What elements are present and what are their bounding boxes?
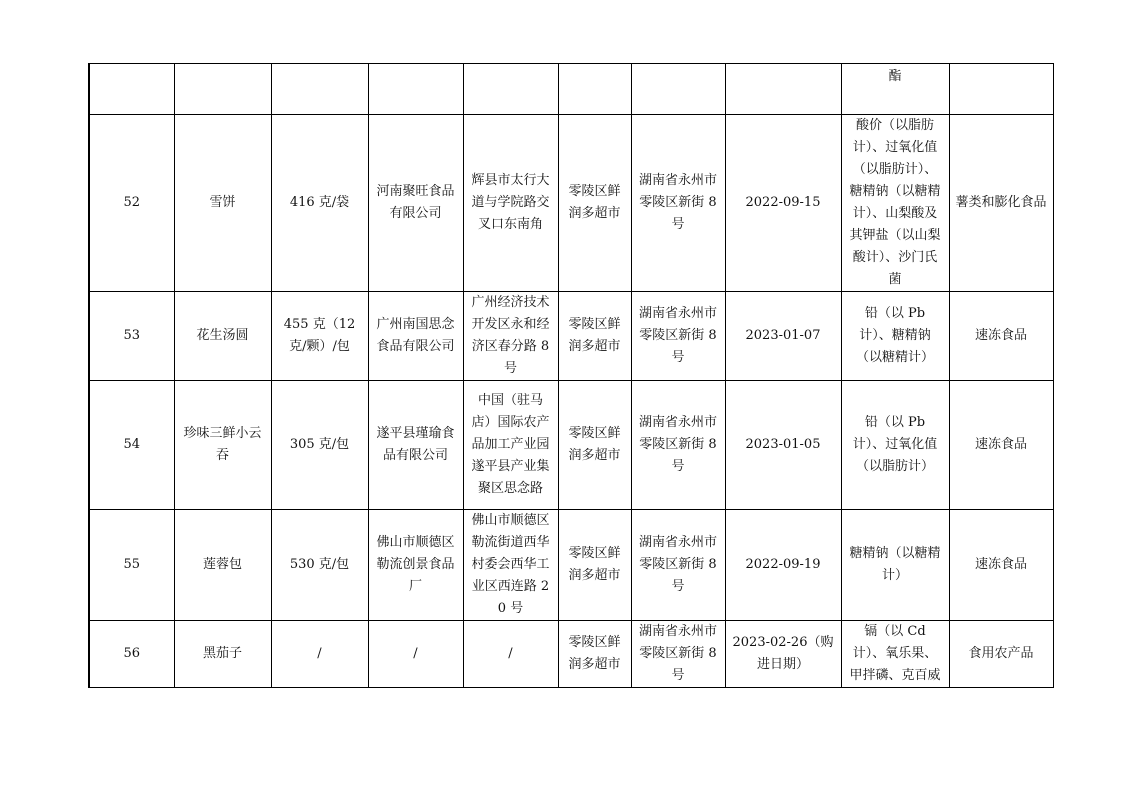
cell-seller-addr: 湖南省永州市零陵区新街 8 号 [631, 292, 725, 381]
cell-items: 酯 [841, 64, 949, 115]
cell-seller: 零陵区鲜润多超市 [558, 510, 631, 621]
cell-category: 速冻食品 [949, 292, 1053, 381]
cell-category: 食用农产品 [949, 621, 1053, 688]
cell-producer [368, 64, 463, 115]
cell-category: 速冻食品 [949, 510, 1053, 621]
sampling-results-table [88, 63, 1054, 688]
table-row [89, 621, 1053, 688]
cell-date [725, 64, 841, 115]
table-row [89, 64, 1053, 115]
cell-name: 黑茄子 [174, 621, 271, 688]
cell-spec: 416 克/袋 [271, 115, 368, 292]
cell-producer: 佛山市顺德区勒流创景食品厂 [368, 510, 463, 621]
cell-items: 铅（以 Pb 计）、过氧化值（以脂肪计） [841, 381, 949, 510]
cell-no: 53 [89, 292, 174, 381]
cell-producer: 遂平县瑾瑜食品有限公司 [368, 381, 463, 510]
cell-items: 酸价（以脂肪计）、过氧化值（以脂肪计）、糖精钠（以糖精计）、山梨酸及其钾盐（以山梨酸计）、沙门氏菌 [841, 115, 949, 292]
cell-items: 糖精钠（以糖精计） [841, 510, 949, 621]
cell-producer-addr: 中国（驻马店）国际农产品加工产业园遂平县产业集聚区思念路 [463, 381, 558, 510]
cell-seller: 零陵区鲜润多超市 [558, 381, 631, 510]
cell-seller-addr: 湖南省永州市零陵区新街 8 号 [631, 381, 725, 510]
table-row [89, 381, 1053, 510]
cell-spec: 530 克/包 [271, 510, 368, 621]
cell-producer-addr: 广州经济技术开发区永和经济区春分路 8 号 [463, 292, 558, 381]
cell-seller: 零陵区鲜润多超市 [558, 621, 631, 688]
cell-name: 雪饼 [174, 115, 271, 292]
cell-no: 56 [89, 621, 174, 688]
cell-seller: 零陵区鲜润多超市 [558, 115, 631, 292]
table-row [89, 292, 1053, 381]
cell-category: 速冻食品 [949, 381, 1053, 510]
cell-category: 薯类和膨化食品 [949, 115, 1053, 292]
cell-spec: 305 克/包 [271, 381, 368, 510]
cell-producer: 河南聚旺食品有限公司 [368, 115, 463, 292]
cell-producer: 广州南国思念食品有限公司 [368, 292, 463, 381]
cell-name: 花生汤圆 [174, 292, 271, 381]
cell-seller-addr [631, 64, 725, 115]
table-row [89, 510, 1053, 621]
cell-name: 珍味三鲜小云吞 [174, 381, 271, 510]
cell-no: 55 [89, 510, 174, 621]
cell-producer-addr: 辉县市太行大道与学院路交叉口东南角 [463, 115, 558, 292]
cell-items: 镉（以 Cd 计）、氧乐果、甲拌磷、克百威 [841, 621, 949, 688]
cell-date: 2022-09-15 [725, 115, 841, 292]
cell-seller: 零陵区鲜润多超市 [558, 292, 631, 381]
cell-name [174, 64, 271, 115]
cell-date: 2023-02-26（购进日期） [725, 621, 841, 688]
cell-producer: / [368, 621, 463, 688]
cell-spec [271, 64, 368, 115]
cell-date: 2023-01-05 [725, 381, 841, 510]
table-row [89, 115, 1053, 292]
cell-producer-addr: / [463, 621, 558, 688]
cell-producer-addr: 佛山市顺德区勒流街道西华村委会西华工业区西连路 20 号 [463, 510, 558, 621]
cell-spec: 455 克（12 克/颗）/包 [271, 292, 368, 381]
cell-date: 2023-01-07 [725, 292, 841, 381]
cell-date: 2022-09-19 [725, 510, 841, 621]
cell-seller [558, 64, 631, 115]
cell-seller-addr: 湖南省永州市零陵区新街 8 号 [631, 115, 725, 292]
cell-spec: / [271, 621, 368, 688]
cell-seller-addr: 湖南省永州市零陵区新街 8 号 [631, 510, 725, 621]
cell-producer-addr [463, 64, 558, 115]
cell-name: 莲蓉包 [174, 510, 271, 621]
cell-seller-addr: 湖南省永州市零陵区新街 8 号 [631, 621, 725, 688]
cell-no [89, 64, 174, 115]
cell-no: 52 [89, 115, 174, 292]
cell-category [949, 64, 1053, 115]
cell-items: 铅（以 Pb 计）、糖精钠（以糖精计） [841, 292, 949, 381]
cell-no: 54 [89, 381, 174, 510]
